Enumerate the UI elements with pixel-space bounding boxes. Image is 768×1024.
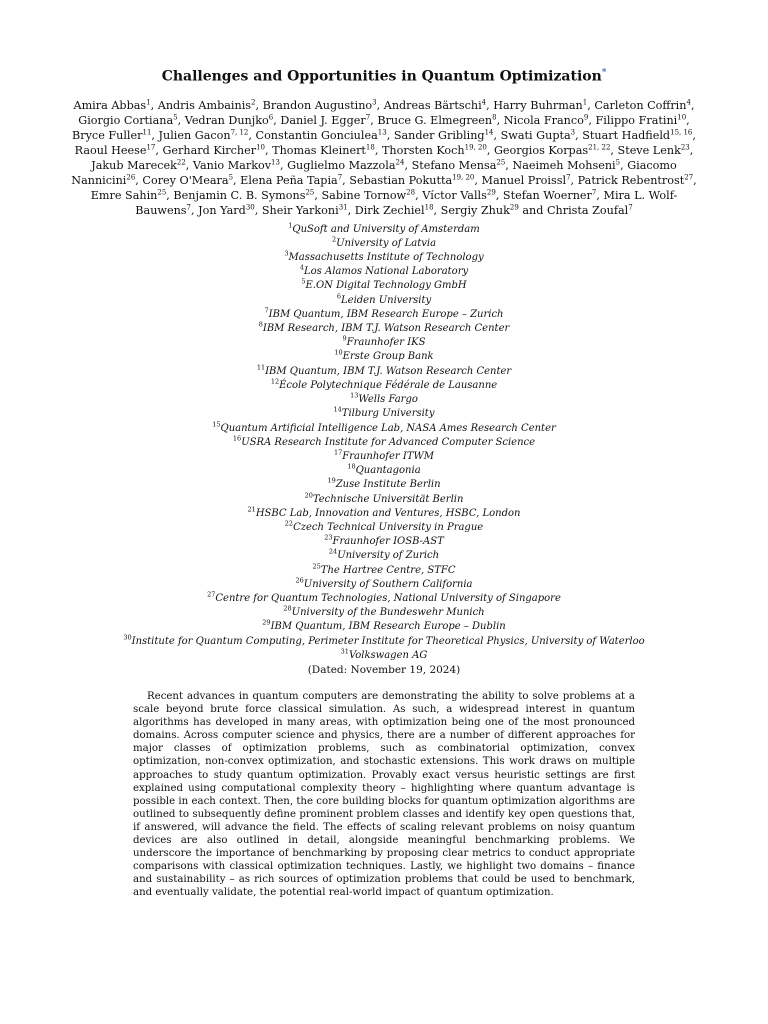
- author: [73, 99, 150, 112]
- author-affiliation-mark: 9: [583, 112, 589, 121]
- affiliation-name: E.ON Digital Technology GmbH: [305, 280, 467, 292]
- author-name: Steve Lenk: [617, 143, 681, 157]
- affiliation-number: 9: [342, 334, 347, 343]
- affiliation: [0, 493, 768, 507]
- author: [355, 204, 434, 217]
- affiliation-name: Tilburg University: [341, 408, 435, 420]
- author-affiliation-mark: 31: [338, 202, 348, 211]
- author-name: Andris Ambainis: [157, 98, 252, 112]
- author-affiliation-mark: 5: [615, 157, 621, 166]
- author-name: Giacomo Nannicini: [71, 158, 677, 187]
- affiliation-number: 4: [299, 263, 304, 272]
- author-list: Amira Abbas$^1$, Andris Ambainis$^2$, Brandon Augustino$^3$, Andreas Bärtschi$^4$, Harry Buhrman$^1$, Carleton Coffrin$^4$, Giorgio Cortiana$^5$, Vedran Dunjko$^6$, Daniel J. Egger$^7$, Bruce G. Elmegreen$^8$, Nicola Franco$^9$, Filippo Fratini$^{10}$, Bryce Fuller$^{11}$, Julien Gacon$^{7, 12}$, Constantin Gonciulea$^{13}$, Sander Gribling$^{14}$, Swati Gupta$^3$, Stuart Hadfield$^{15, 16}$, Raoul Heese$^{17}$, Gerhard Kircher$^{10}$, Thomas Kleinert$^{18}$, Thorsten Koch$^{19, 20}$, Georgios Korpas$^{21, 22}$, Steve Lenk$^{23}$, Jakub Marecek$^{22}$, Vanio Markov$^{13}$, Guglielmo Mazzola$^{24}$, Stefano Mensa$^{25}$, Naeimeh Mohseni$^5$, Giacomo Nannicini$^{26}$, Corey O'Meara$^5$, Elena Peña Tapia$^7$, Sebastian Pokutta$^{19, 20}$, Manuel Proissl$^7$, Patrick Rebentrost$^{27}$, Emre Sahin$^{25}$, Benjamin C. B. Symons$^{25}$, Sabine Tornow$^{28}$, Víctor Valls$^{29}$, Stefan Woerner$^7$, Mira L. Wolf-Bauwens$^7$, Jon Yard$^{30}$, Sheir Yarkoni$^{31}$, Dirk Zechiel$^{18}$, Sergiy Zhuk$^{29}$ and Christa Zoufal$^7$: [71, 97, 697, 217]
- affiliation-number: 31: [340, 647, 349, 656]
- author-affiliation-mark: 14: [484, 127, 494, 136]
- paper-title-text: Challenges and Opportunities in Quantum Optimization: [161, 68, 602, 85]
- author-name: Raoul Heese: [74, 143, 147, 157]
- affiliation: [0, 521, 768, 535]
- author: [75, 144, 156, 157]
- author: [256, 129, 387, 142]
- affiliation-name: Quantagonia: [355, 465, 421, 477]
- author: [384, 99, 486, 112]
- author-name: Mira L. Wolf-Bauwens: [135, 188, 678, 217]
- affiliation: [0, 436, 768, 450]
- author-affiliation-mark: 30: [245, 202, 255, 211]
- affiliation-name: IBM Quantum, IBM T.J. Watson Research Center: [265, 365, 512, 377]
- author-affiliation-mark: 1: [582, 97, 588, 106]
- author: [287, 159, 404, 172]
- author-name: Stefan Woerner: [502, 188, 592, 202]
- affiliation-name: IBM Quantum, IBM Research Europe – Dublin: [270, 621, 506, 633]
- author-name: Brandon Augustino: [262, 98, 373, 112]
- author-affiliation-mark: 27: [684, 172, 694, 181]
- author-affiliation-mark: 26: [126, 172, 136, 181]
- author-affiliation-mark: 3: [570, 127, 576, 136]
- author-affiliation-mark: 7: [365, 112, 371, 121]
- affiliation-name: IBM Quantum, IBM Research Europe – Zurich: [268, 308, 504, 320]
- author: [263, 99, 377, 112]
- affiliation-name: University of Southern California: [303, 578, 473, 590]
- author: [394, 129, 494, 142]
- author-affiliation-mark: 5: [173, 112, 178, 121]
- author-affiliation-mark: 7: [337, 172, 343, 181]
- author: [321, 189, 415, 202]
- author-affiliation-mark: 29: [486, 187, 496, 196]
- author: [441, 204, 519, 217]
- affiliation-name: Centre for Quantum Technologies, National University of Singapore: [215, 592, 561, 604]
- author-affiliation-mark: 1: [146, 97, 151, 106]
- affiliation-number: 13: [350, 391, 359, 400]
- author-name: Vanio Markov: [192, 158, 272, 172]
- author-name: Manuel Proissl: [481, 173, 567, 187]
- affiliation-number: 23: [324, 533, 333, 542]
- affiliation-name: University of the Bundeswehr Munich: [291, 607, 485, 619]
- author: [578, 174, 694, 187]
- affiliation-number: 3: [284, 249, 289, 258]
- affiliation: [0, 564, 768, 578]
- affiliation: [0, 393, 768, 407]
- author-affiliation-mark: 10: [256, 142, 265, 151]
- author-affiliation-mark: 3: [372, 97, 377, 106]
- author-affiliation-mark: 29: [509, 202, 519, 211]
- author-affiliation-mark: 7, 12: [230, 127, 249, 136]
- author-affiliation-mark: 6: [268, 112, 274, 121]
- author-affiliation-mark: 22: [176, 157, 186, 166]
- author-affiliation-mark: 23: [680, 142, 690, 151]
- affiliation: [0, 237, 768, 251]
- affiliation-name: Czech Technical University in Prague: [293, 521, 484, 533]
- author-name: Elena Peña Tapia: [240, 173, 338, 187]
- author-name: Thorsten Koch: [381, 143, 465, 157]
- author-name: Daniel J. Egger: [280, 113, 366, 127]
- author: [163, 144, 266, 157]
- author: [280, 114, 370, 127]
- author-affiliation-mark: 4: [481, 97, 487, 106]
- affiliation-number: 30: [123, 633, 132, 642]
- author: [504, 114, 589, 127]
- affiliation-number: 8: [258, 320, 263, 329]
- affiliation: [0, 649, 768, 663]
- author-name: Vedran Dunjko: [184, 113, 269, 127]
- affiliation: [0, 308, 768, 322]
- author-affiliation-mark: 7: [591, 187, 597, 196]
- affiliation-number: 25: [312, 562, 321, 571]
- affiliation-name: University of Latvia: [336, 237, 437, 249]
- author: [377, 114, 496, 127]
- author-name: Naeimeh Mohseni: [512, 158, 616, 172]
- affiliation: [0, 322, 768, 336]
- author-name: Carleton Coffrin: [594, 98, 687, 112]
- author-affiliation-mark: 7: [186, 202, 192, 211]
- affiliation: [0, 365, 768, 379]
- author-affiliation-mark: 25: [305, 187, 315, 196]
- author-affiliation-mark: 17: [146, 142, 156, 151]
- affiliation-number: 15: [212, 420, 221, 429]
- affiliation: [0, 620, 768, 634]
- author-affiliation-mark: 5: [228, 172, 234, 181]
- author-name: Guglielmo Mazzola: [287, 158, 396, 172]
- author-affiliation-mark: 7: [566, 172, 571, 181]
- affiliation-name: QuSoft and University of Amsterdam: [292, 223, 480, 235]
- affiliation-name: Fraunhofer IOSB-AST: [332, 536, 444, 548]
- affiliation-name: Los Alamos National Laboratory: [304, 266, 469, 278]
- author-name: Corey O'Meara: [142, 173, 229, 187]
- author-name: Víctor Valls: [422, 188, 487, 202]
- author: [185, 114, 273, 127]
- author: [412, 159, 506, 172]
- affiliation-name: Wells Fargo: [358, 394, 418, 406]
- author-name: Patrick Rebentrost: [577, 173, 685, 187]
- author: [382, 144, 487, 157]
- author-affiliation-mark: 18: [365, 142, 375, 151]
- affiliation-number: 5: [301, 278, 306, 287]
- author-name: Giorgio Cortiana: [78, 113, 174, 127]
- author-affiliation-mark: 19, 20: [452, 172, 475, 181]
- affiliation-name: Volkswagen AG: [348, 649, 428, 661]
- author: [91, 159, 186, 172]
- author: [547, 204, 633, 217]
- author-name: Filippo Fratini: [595, 113, 678, 127]
- affiliation-name: Quantum Artificial Intelligence Lab, NASA Ames Research Center: [220, 422, 556, 434]
- author-name: Jon Yard: [198, 203, 246, 217]
- author-affiliation-mark: 28: [406, 187, 416, 196]
- affiliation-name: The Hartree Centre, STFC: [320, 564, 456, 576]
- author: [582, 129, 692, 142]
- author-name: Bruce G. Elmegreen: [377, 113, 493, 127]
- affiliation: [0, 578, 768, 592]
- author: [272, 144, 375, 157]
- author-name: Georgios Korpas: [494, 143, 589, 157]
- author-affiliation-mark: 10: [677, 112, 687, 121]
- affiliation-list: [0, 223, 768, 663]
- affiliation: [0, 507, 768, 521]
- author-name: Sabine Tornow: [321, 188, 407, 202]
- author: [78, 114, 177, 127]
- affiliation-number: 11: [256, 363, 266, 372]
- author-affiliation-mark: 25: [496, 157, 506, 166]
- affiliation: [0, 450, 768, 464]
- abstract: Recent advances in quantum computers are demonstrating the ability to solve problems at a scale beyond brute force classical simulation. As such, a widespread interest in quantum algorithms has developed in many areas, with optimization being one of the most pronounced domains. Across computer science and physics, there are a number of different approaches for major classes of optimization problems, such as combinatorial optimization, convex optimization, non-convex optimization, and stochastic extensions. This work draws on multiple approaches to study quantum optimization. Provably exact versus heuristic settings are first explained using computational complexity theory – highlighting where quantum advantage is possible in each context. Then, the core building blocks for quantum optimization algorithms are outlined to subsequently define prominent problem classes and identify key open questions that, if answered, will advance the field. The effects of scaling relevant problems on noisy quantum devices are also outlined in detail, alongside meaningful benchmarking problems. We underscore the importance of benchmarking by proposing clear metrics to conduct appropriate comparisons with classical optimization techniques. Lastly, we highlight two domains – finance and sustainability – as rich sources of optimization problems that could be used to benchmark, and eventually validate, the potential real-world impact of quantum optimization.: [133, 690, 636, 899]
- affiliation-number: 7: [264, 306, 269, 315]
- author-name: Stefano Mensa: [411, 158, 497, 172]
- affiliation-number: 16: [232, 434, 242, 443]
- author: [594, 99, 691, 112]
- affiliation-number: 1: [288, 221, 293, 230]
- author: [501, 129, 575, 142]
- affiliation: [0, 379, 768, 393]
- affiliation: [0, 279, 768, 293]
- affiliation: [0, 251, 768, 265]
- author-name: Benjamin C. B. Symons: [173, 188, 306, 202]
- author: [142, 174, 233, 187]
- affiliation: [0, 407, 768, 421]
- affiliation: [0, 350, 768, 364]
- affiliation-name: Leiden University: [341, 294, 432, 306]
- author: [91, 189, 167, 202]
- author-name: Sebastian Pokutta: [349, 173, 453, 187]
- affiliation: [0, 422, 768, 436]
- author-affiliation-mark: 8: [492, 112, 497, 121]
- affiliation-number: 19: [327, 476, 336, 485]
- author: [422, 189, 496, 202]
- author: [198, 204, 255, 217]
- author-name: Bryce Fuller: [72, 128, 143, 142]
- author: [159, 129, 249, 142]
- affiliation-number: 6: [336, 292, 342, 301]
- affiliation: [0, 535, 768, 549]
- author: [262, 204, 348, 217]
- author: [493, 99, 587, 112]
- affiliation-number: 28: [283, 604, 292, 613]
- author-name: Julien Gacon: [158, 128, 231, 142]
- affiliation: [0, 606, 768, 620]
- author-affiliation-mark: 24: [395, 157, 405, 166]
- affiliation-name: USRA Research Institute for Advanced Computer Science: [241, 436, 536, 448]
- author: [595, 114, 686, 127]
- author-affiliation-mark: 15, 16: [670, 127, 693, 136]
- title-footnote-mark[interactable]: *: [601, 68, 607, 78]
- author: [349, 174, 474, 187]
- affiliation: [0, 294, 768, 308]
- author-name: Sander Gribling: [393, 128, 485, 142]
- author-name: Sheir Yarkoni: [261, 203, 339, 217]
- author-name: Gerhard Kircher: [162, 143, 257, 157]
- author-name: Thomas Kleinert: [272, 143, 366, 157]
- affiliation: [0, 223, 768, 237]
- affiliation-name: Technische Universität Berlin: [312, 493, 464, 505]
- affiliation-name: University of Zurich: [337, 550, 440, 562]
- affiliation-number: 17: [333, 448, 343, 457]
- author-name: Amira Abbas: [73, 98, 147, 112]
- author-affiliation-mark: 13: [377, 127, 387, 136]
- affiliation: [0, 635, 768, 649]
- affiliation-name: Erste Group Bank: [342, 351, 434, 363]
- author-name: Emre Sahin: [90, 188, 158, 202]
- author-name: Stuart Hadfield: [582, 128, 671, 142]
- affiliation: [0, 592, 768, 606]
- affiliation-number: 21: [247, 505, 256, 514]
- affiliation-name: Zuse Institute Berlin: [335, 479, 441, 491]
- author: [240, 174, 342, 187]
- author: [503, 189, 596, 202]
- author-name: Sergiy Zhuk: [440, 203, 510, 217]
- date-line: (Dated: November 19, 2024): [307, 663, 461, 676]
- affiliation-name: École Polytechnique Fédérale de Lausanne: [279, 379, 498, 391]
- author-name: Dirk Zechiel: [354, 203, 425, 217]
- author: [72, 129, 151, 142]
- author-affiliation-mark: 21, 22: [588, 142, 611, 151]
- author-affiliation-mark: 18: [424, 202, 434, 211]
- affiliation-number: 27: [207, 590, 216, 599]
- affiliation-name: IBM Research, IBM T.J. Watson Research Center: [262, 323, 510, 335]
- author: [158, 99, 256, 112]
- affiliation-number: 22: [284, 519, 294, 528]
- author-name: Swati Gupta: [500, 128, 571, 142]
- author: [618, 144, 690, 157]
- author-affiliation-mark: 13: [271, 157, 280, 166]
- paper-title: [0, 64, 768, 86]
- author-name: Christa Zoufal: [546, 203, 629, 217]
- affiliation-name: Fraunhofer IKS: [346, 337, 426, 349]
- affiliation-number: 24: [328, 548, 338, 556]
- affiliation-number: 20: [304, 491, 313, 500]
- affiliation-number: 14: [333, 405, 342, 414]
- author-affiliation-mark: 19, 20: [464, 142, 487, 151]
- affiliation-name: Institute for Quantum Computing, Perimeter Institute for Theoretical Physics, University of Waterloo: [131, 635, 645, 647]
- affiliation-name: HSBC Lab, Innovation and Ventures, HSBC, London: [255, 507, 521, 519]
- affiliation-name: Massachusetts Institute of Technology: [288, 252, 484, 264]
- author-name: Andreas Bärtschi: [383, 98, 482, 112]
- author: [512, 159, 620, 172]
- author-name: Nicola Franco: [503, 113, 584, 127]
- author: [494, 144, 610, 157]
- affiliation: [0, 549, 768, 563]
- author: [482, 174, 571, 187]
- author: [173, 189, 314, 202]
- affiliation: [0, 265, 768, 279]
- author-affiliation-mark: 2: [251, 97, 256, 106]
- author-name: Jakub Marecek: [91, 158, 177, 172]
- affiliation-number: 12: [270, 377, 280, 386]
- author-name: Constantin Gonciulea: [255, 128, 378, 142]
- author: [193, 159, 280, 172]
- affiliation-number: 2: [331, 235, 337, 244]
- author-affiliation-mark: 11: [142, 127, 152, 136]
- affiliation-name: Fraunhofer ITWM: [342, 450, 435, 462]
- affiliation-number: 29: [262, 619, 271, 628]
- affiliation-number: 10: [334, 349, 343, 358]
- author-affiliation-mark: 25: [157, 187, 167, 196]
- affiliation: [0, 464, 768, 478]
- affiliation-number: 26: [295, 576, 304, 585]
- affiliation-number: 18: [347, 462, 356, 471]
- affiliation: [0, 478, 768, 492]
- author-affiliation-mark: 7: [628, 202, 633, 211]
- author-name: Harry Buhrman: [493, 98, 583, 112]
- affiliation: [0, 336, 768, 350]
- author-affiliation-mark: 4: [686, 97, 691, 106]
